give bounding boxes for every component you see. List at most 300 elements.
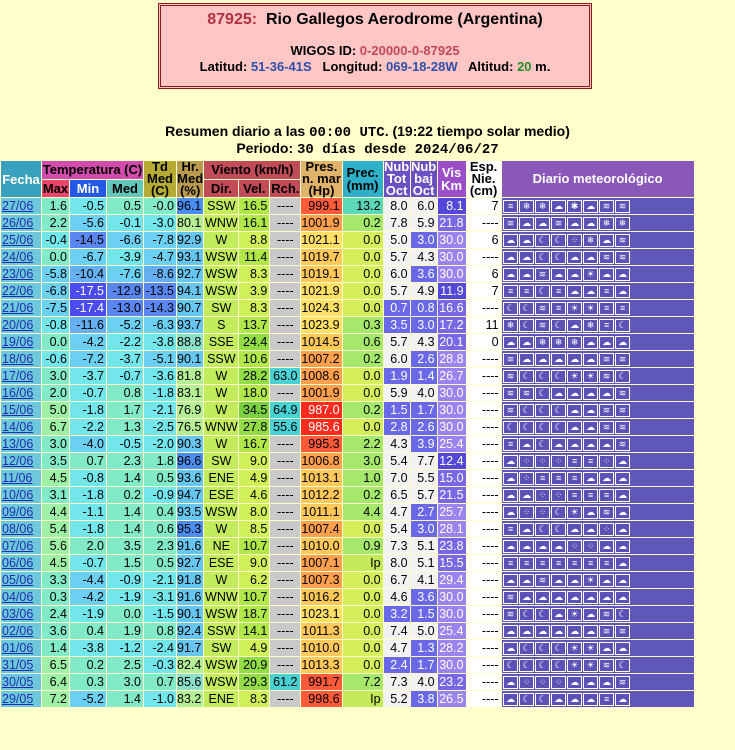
sun-icon[interactable]: ☀ — [567, 608, 582, 621]
snow-icon[interactable]: ❄ — [583, 234, 598, 247]
rain-icon[interactable]: ⁘ — [583, 540, 598, 553]
snow-icon[interactable]: ❄ — [567, 336, 582, 349]
cloud-icon[interactable]: ☁ — [519, 574, 534, 587]
wind-icon[interactable]: ≋ — [599, 659, 614, 672]
fog-icon[interactable]: ≡ — [503, 438, 518, 451]
wind-icon[interactable]: ≋ — [535, 319, 550, 332]
snow-icon[interactable]: ❄ — [615, 217, 630, 230]
date-link[interactable]: 11/06 — [2, 470, 33, 485]
fog-icon[interactable]: ≡ — [503, 285, 518, 298]
wind-icon[interactable]: ≋ — [503, 217, 518, 230]
moon-icon[interactable]: ☾ — [503, 659, 518, 672]
wind-icon[interactable]: ≋ — [503, 370, 518, 383]
rain-icon[interactable]: ⁘ — [567, 234, 582, 247]
table-row — [1, 215, 694, 231]
cloud-icon[interactable]: ☁ — [583, 676, 598, 689]
rain-icon[interactable]: ⁘ — [551, 455, 566, 468]
cloud-icon[interactable]: ☁ — [503, 455, 518, 468]
wind-icon[interactable]: ≋ — [599, 421, 614, 434]
moon-icon[interactable]: ☾ — [551, 659, 566, 672]
cloud-icon[interactable]: ☁ — [583, 591, 598, 604]
fog-icon[interactable]: ≡ — [567, 455, 582, 468]
rain-icon[interactable]: ⁘ — [551, 489, 566, 502]
cloud-icon[interactable]: ☁ — [583, 200, 598, 213]
wind-icon[interactable]: ≋ — [503, 608, 518, 621]
cloud-icon[interactable]: ☁ — [503, 574, 518, 587]
cloud-icon[interactable]: ☁ — [583, 387, 598, 400]
moon-icon[interactable]: ☾ — [551, 251, 566, 264]
date-link[interactable]: 29/05 — [2, 691, 34, 706]
cloud-icon[interactable]: ☁ — [615, 268, 630, 281]
cloud-icon[interactable]: ☁ — [567, 574, 582, 587]
fog-icon[interactable]: ≡ — [503, 200, 518, 213]
wind-icon[interactable]: ≋ — [615, 251, 630, 264]
cloud-icon[interactable]: ☁ — [567, 438, 582, 451]
date-link[interactable]: 02/06 — [2, 623, 34, 638]
fog-icon[interactable]: ≡ — [503, 523, 518, 536]
cloud-icon[interactable]: ☁ — [503, 336, 518, 349]
wind-icon[interactable]: ≋ — [535, 574, 550, 587]
table-row — [1, 453, 694, 469]
wind-icon[interactable]: ≋ — [615, 404, 630, 417]
cloud-icon[interactable]: ☁ — [551, 693, 566, 706]
moon-icon[interactable]: ☾ — [551, 506, 566, 519]
fog-icon[interactable]: ≡ — [599, 285, 614, 298]
moon-icon[interactable]: ☾ — [535, 659, 550, 672]
snow-icon[interactable]: ❄ — [519, 200, 534, 213]
date-cell — [1, 623, 41, 639]
cloud-icon[interactable]: ☁ — [615, 336, 630, 349]
fog-icon[interactable]: ≡ — [599, 693, 614, 706]
table-row — [1, 334, 694, 350]
moon-icon[interactable]: ☾ — [535, 285, 550, 298]
sun-icon[interactable]: ☀ — [567, 659, 582, 672]
fog-icon[interactable]: ≡ — [519, 285, 534, 298]
rain-icon[interactable]: ⁘ — [599, 523, 614, 536]
cloud-icon[interactable]: ☁ — [503, 642, 518, 655]
snow-icon[interactable]: ❄ — [583, 319, 598, 332]
moon-icon[interactable]: ☾ — [535, 693, 550, 706]
cloud-icon[interactable]: ☁ — [583, 438, 598, 451]
wind-icon[interactable]: ≋ — [599, 608, 614, 621]
cloud-icon[interactable]: ☁ — [535, 353, 550, 366]
date-link[interactable]: 08/06 — [2, 521, 34, 536]
rain-icon[interactable]: ⁘ — [567, 540, 582, 553]
sun-icon[interactable]: ☀ — [583, 659, 598, 672]
cloud-icon[interactable]: ☁ — [567, 268, 582, 281]
cloud-icon[interactable]: ☁ — [583, 404, 598, 417]
fog-icon[interactable]: ≡ — [551, 285, 566, 298]
sun-icon[interactable]: ☀ — [583, 268, 598, 281]
cloud-icon[interactable]: ☁ — [535, 540, 550, 553]
table-row — [1, 419, 694, 435]
cloud-icon[interactable]: ☁ — [583, 285, 598, 298]
moon-icon[interactable]: ☾ — [519, 608, 534, 621]
cloud-icon[interactable]: ☁ — [519, 591, 534, 604]
date-link[interactable]: 13/06 — [2, 436, 34, 451]
table-row — [1, 402, 694, 418]
wind-icon[interactable]: ≋ — [503, 591, 518, 604]
rain-icon[interactable]: ⁘ — [519, 506, 534, 519]
moon-icon[interactable]: ☾ — [519, 421, 534, 434]
cloud-icon[interactable]: ☁ — [551, 540, 566, 553]
cloud-icon[interactable]: ☁ — [567, 251, 582, 264]
fog-icon[interactable]: ≡ — [615, 302, 630, 315]
sun-icon[interactable]: ☀ — [567, 506, 582, 519]
table-row — [1, 232, 694, 248]
cloud-icon[interactable]: ☁ — [599, 336, 614, 349]
date-link[interactable]: 30/05 — [2, 674, 34, 689]
cloud-icon[interactable]: ☁ — [519, 234, 534, 247]
moon-icon[interactable]: ☾ — [551, 370, 566, 383]
cloud-icon[interactable]: ☁ — [519, 438, 534, 451]
cloud-icon[interactable]: ☁ — [583, 336, 598, 349]
cloud-icon[interactable]: ☁ — [599, 591, 614, 604]
date-link[interactable]: 26/06 — [2, 215, 34, 230]
moon-icon[interactable]: ☾ — [615, 319, 630, 332]
moon-icon[interactable]: ☾ — [535, 404, 550, 417]
fog-icon[interactable]: ≡ — [583, 489, 598, 502]
moon-icon[interactable]: ☾ — [551, 404, 566, 417]
wind-speed-cell: 10.7 — [239, 589, 269, 605]
date-link[interactable]: 09/06 — [2, 504, 34, 519]
rain-icon[interactable]: ⁘ — [535, 676, 550, 689]
date-link[interactable]: 25/06 — [2, 232, 34, 247]
fog-icon[interactable]: ≡ — [551, 557, 566, 570]
cloud-icon[interactable]: ☁ — [503, 693, 518, 706]
moon-icon[interactable]: ☾ — [551, 319, 566, 332]
moon-icon[interactable]: ☾ — [535, 438, 550, 451]
date-link[interactable]: 01/06 — [2, 640, 34, 655]
cloud-icon[interactable]: ☁ — [519, 523, 534, 536]
rain-icon[interactable]: ⁘ — [519, 455, 534, 468]
cloud-icon[interactable]: ☁ — [615, 557, 630, 570]
wind-icon[interactable]: ≋ — [503, 404, 518, 417]
rain-icon[interactable]: ⁘ — [535, 506, 550, 519]
humidity-cell: 94.7 — [177, 487, 202, 502]
date-link[interactable]: 17/06 — [2, 368, 34, 383]
cloud-icon[interactable]: ☁ — [599, 234, 614, 247]
wind-icon[interactable]: ≋ — [599, 625, 614, 638]
fog-icon[interactable]: ≡ — [599, 489, 614, 502]
cloud-icon[interactable]: ☁ — [615, 574, 630, 587]
cloud-icon[interactable]: ☁ — [583, 472, 598, 485]
date-link[interactable]: 18/06 — [2, 351, 34, 366]
fog-icon[interactable]: ≡ — [567, 489, 582, 502]
moon-icon[interactable]: ☾ — [519, 370, 534, 383]
cloud-icon[interactable]: ☁ — [503, 625, 518, 638]
moon-icon[interactable]: ☾ — [535, 387, 550, 400]
moon-icon[interactable]: ☾ — [551, 421, 566, 434]
cloud-icon[interactable]: ☁ — [583, 608, 598, 621]
cloud-icon[interactable]: ☁ — [615, 523, 630, 536]
cloud-icon[interactable]: ☁ — [599, 540, 614, 553]
cloud-icon[interactable]: ☁ — [551, 438, 566, 451]
cloud-icon[interactable]: ☁ — [615, 489, 630, 502]
wind-icon[interactable]: ≋ — [599, 370, 614, 383]
rain-icon[interactable]: ⁘ — [599, 455, 614, 468]
cloud-icon[interactable]: ☁ — [535, 217, 550, 230]
cloud-icon[interactable]: ☁ — [583, 625, 598, 638]
snow-icon[interactable]: ❄ — [535, 200, 550, 213]
cloud-icon[interactable]: ☁ — [599, 472, 614, 485]
moon-icon[interactable]: ☾ — [519, 693, 534, 706]
wind-icon[interactable]: ≋ — [599, 506, 614, 519]
moon-icon[interactable]: ☾ — [535, 370, 550, 383]
cloud-icon[interactable]: ☁ — [583, 217, 598, 230]
cloud-icon[interactable]: ☁ — [615, 455, 630, 468]
cloud-icon[interactable]: ☁ — [599, 438, 614, 451]
date-link[interactable]: 20/06 — [2, 317, 34, 332]
cloud-icon[interactable]: ☁ — [519, 268, 534, 281]
cloud-icon[interactable]: ☁ — [599, 268, 614, 281]
wind-icon[interactable]: ≋ — [615, 676, 630, 689]
date-link[interactable]: 03/06 — [2, 606, 34, 621]
cloud-icon[interactable]: ☁ — [615, 693, 630, 706]
wind-gust-cell: ---- — [270, 453, 300, 469]
date-link[interactable]: 21/06 — [2, 300, 34, 315]
wind-icon[interactable]: ≋ — [615, 200, 630, 213]
cloud-icon[interactable]: ☁ — [615, 540, 630, 553]
cloud-icon[interactable]: ☁ — [519, 251, 534, 264]
moon-icon[interactable]: ☾ — [503, 302, 518, 315]
moon-icon[interactable]: ☾ — [551, 642, 566, 655]
sun-icon[interactable]: ☀ — [583, 642, 598, 655]
fog-icon[interactable]: ≡ — [583, 455, 598, 468]
wind-icon[interactable]: ≋ — [535, 302, 550, 315]
fog-icon[interactable]: ≡ — [503, 557, 518, 570]
wind-icon[interactable]: ≋ — [615, 387, 630, 400]
moon-icon[interactable]: ☾ — [615, 370, 630, 383]
rain-icon[interactable]: ⁘ — [535, 489, 550, 502]
cloud-icon[interactable]: ☁ — [567, 693, 582, 706]
date-link[interactable]: 19/06 — [2, 334, 34, 349]
rain-icon[interactable]: ⁘ — [551, 676, 566, 689]
cloud-icon[interactable]: ☁ — [519, 336, 534, 349]
cloud-icon[interactable]: ☁ — [551, 591, 566, 604]
wind-icon[interactable]: ≋ — [519, 387, 534, 400]
cloud-icon[interactable]: ☁ — [567, 217, 582, 230]
cloud-icon[interactable]: ☁ — [567, 676, 582, 689]
sun-icon[interactable]: ☀ — [583, 574, 598, 587]
cloud-icon[interactable]: ☁ — [567, 387, 582, 400]
wind-icon[interactable]: ≋ — [615, 421, 630, 434]
fog-icon[interactable]: ≡ — [535, 557, 550, 570]
cloud-icon[interactable]: ☁ — [503, 540, 518, 553]
cloud-icon[interactable]: ☁ — [551, 268, 566, 281]
rain-icon[interactable]: ⁘ — [535, 455, 550, 468]
cloud-icon[interactable]: ☁ — [615, 591, 630, 604]
cloud-icon[interactable]: ☁ — [599, 574, 614, 587]
cloud-icon[interactable]: ☁ — [567, 591, 582, 604]
cloud-icon[interactable]: ☁ — [599, 676, 614, 689]
alt-value: 20 — [517, 59, 532, 74]
date-link[interactable]: 27/06 — [2, 198, 34, 213]
cloud-total-cell: 5.7 — [384, 334, 410, 350]
fog-icon[interactable]: ≡ — [551, 472, 566, 485]
wind-gust-cell: ---- — [270, 504, 300, 520]
weather-diary-cell — [502, 589, 694, 605]
min-temp-cell: 2.0 — [70, 538, 106, 554]
cloud-icon[interactable]: ☁ — [567, 319, 582, 332]
moon-icon[interactable]: ☾ — [519, 404, 534, 417]
cloud-low-cell: 1.3 — [411, 640, 437, 656]
date-link[interactable]: 24/06 — [2, 249, 34, 264]
cloud-icon[interactable]: ☁ — [583, 523, 598, 536]
moon-icon[interactable]: ☾ — [535, 642, 550, 655]
date-link[interactable]: 23/06 — [2, 266, 34, 281]
cloud-icon[interactable]: ☁ — [503, 489, 518, 502]
cloud-icon[interactable]: ☁ — [551, 608, 566, 621]
moon-icon[interactable]: ☾ — [535, 251, 550, 264]
fog-icon[interactable]: ≡ — [599, 302, 614, 315]
moon-icon[interactable]: ☾ — [519, 659, 534, 672]
snow-icon[interactable]: ❄ — [535, 336, 550, 349]
rain-icon[interactable]: ⁘ — [519, 676, 534, 689]
moon-icon[interactable]: ☾ — [551, 523, 566, 536]
wind-icon[interactable]: ≋ — [615, 625, 630, 638]
moon-icon[interactable]: ☾ — [551, 234, 566, 247]
cloud-icon[interactable]: ☁ — [615, 506, 630, 519]
date-link[interactable]: 12/06 — [2, 453, 34, 468]
wind-icon[interactable]: ≋ — [503, 387, 518, 400]
wind-icon[interactable]: ≋ — [615, 234, 630, 247]
cloud-icon[interactable]: ☁ — [567, 285, 582, 298]
cloud-icon[interactable]: ☁ — [503, 234, 518, 247]
date-link[interactable]: 22/06 — [2, 283, 34, 298]
cloud-icon[interactable]: ☁ — [583, 251, 598, 264]
cloud-icon[interactable]: ☁ — [535, 591, 550, 604]
weather-diary-cell — [502, 504, 694, 520]
pressure-cell: 1007.1 — [301, 555, 340, 570]
fog-icon[interactable]: ≡ — [567, 557, 582, 570]
wind-icon[interactable]: ≋ — [599, 200, 614, 213]
cloud-icon[interactable]: ☁ — [551, 200, 566, 213]
cloud-icon[interactable]: ☁ — [567, 523, 582, 536]
wind-icon[interactable]: ≋ — [599, 404, 614, 417]
cloud-icon[interactable]: ☁ — [503, 472, 518, 485]
cloud-icon[interactable]: ☁ — [519, 625, 534, 638]
fog-icon[interactable]: ≡ — [599, 557, 614, 570]
cloud-icon[interactable]: ☁ — [583, 693, 598, 706]
sun-icon[interactable]: ☀ — [567, 370, 582, 383]
wind-icon[interactable]: ≋ — [615, 353, 630, 366]
visibility-cell: 25.4 — [439, 623, 464, 638]
date-link[interactable]: 07/06 — [2, 538, 34, 553]
visibility-cell: 30.0 — [439, 589, 464, 604]
cloud-icon[interactable]: ☁ — [551, 574, 566, 587]
cloud-icon[interactable]: ☁ — [503, 676, 518, 689]
date-link[interactable]: 31/05 — [2, 657, 34, 672]
cloud-icon[interactable]: ☁ — [551, 625, 566, 638]
cloud-icon[interactable]: ☁ — [583, 506, 598, 519]
moon-icon[interactable]: ☾ — [519, 302, 534, 315]
cloud-icon[interactable]: ☁ — [583, 353, 598, 366]
moon-icon[interactable]: ☾ — [503, 421, 518, 434]
max-temp-cell: 4.5 — [42, 470, 69, 486]
wind-icon[interactable]: ≋ — [615, 438, 630, 451]
moon-icon[interactable]: ☾ — [519, 319, 534, 332]
fog-icon[interactable]: ≡ — [567, 472, 582, 485]
wind-gust-cell: ---- — [270, 572, 300, 588]
cloud-icon[interactable]: ☁ — [535, 625, 550, 638]
date-link[interactable]: 10/06 — [2, 487, 34, 502]
cloud-icon[interactable]: ☁ — [519, 489, 534, 502]
cloud-icon[interactable]: ☁ — [503, 251, 518, 264]
fog-icon[interactable]: ≡ — [599, 319, 614, 332]
cloud-icon[interactable]: ☁ — [615, 285, 630, 298]
date-link[interactable]: 16/06 — [2, 385, 34, 400]
snow-icon[interactable]: ❄ — [599, 217, 614, 230]
date-link[interactable]: 06/06 — [2, 555, 34, 570]
wind-icon[interactable]: ≋ — [551, 217, 566, 230]
fog-icon[interactable]: ≡ — [583, 557, 598, 570]
cloud-icon[interactable]: ☁ — [599, 387, 614, 400]
moon-icon[interactable]: ☾ — [615, 659, 630, 672]
sleet-icon[interactable]: ✱ — [567, 200, 582, 213]
min-temp-cell: -1.8 — [70, 402, 106, 418]
wind-gust-cell: ---- — [270, 691, 300, 707]
cloud-icon[interactable]: ☁ — [519, 353, 534, 366]
moon-icon[interactable]: ☾ — [519, 642, 534, 655]
rain-icon[interactable]: ⁘ — [519, 472, 534, 485]
date-link[interactable]: 04/06 — [2, 589, 34, 604]
cloud-icon[interactable]: ☁ — [503, 506, 518, 519]
humidity-cell: 93.5 — [177, 504, 202, 519]
sun-icon[interactable]: ☀ — [567, 302, 582, 315]
wind-icon[interactable]: ≋ — [503, 353, 518, 366]
cloud-icon[interactable]: ☁ — [567, 353, 582, 366]
date-link[interactable]: 05/06 — [2, 572, 34, 587]
max-temp-cell: 1.4 — [42, 640, 69, 656]
moon-icon[interactable]: ☾ — [535, 608, 550, 621]
wind-icon[interactable]: ≋ — [599, 353, 614, 366]
cloud-icon[interactable]: ☁ — [519, 540, 534, 553]
sun-icon[interactable]: ☀ — [567, 642, 582, 655]
fog-icon[interactable]: ≡ — [535, 472, 550, 485]
date-link[interactable]: 15/06 — [2, 402, 34, 417]
pressure-cell: 1023.1 — [301, 606, 340, 621]
moon-icon[interactable]: ☾ — [535, 523, 550, 536]
date-link[interactable]: 14/06 — [2, 419, 34, 434]
fog-icon[interactable]: ≡ — [551, 302, 566, 315]
cloud-icon[interactable]: ☁ — [583, 421, 598, 434]
cloud-icon[interactable]: ☁ — [615, 642, 630, 655]
cloud-icon[interactable]: ☁ — [599, 642, 614, 655]
cloud-icon[interactable]: ☁ — [551, 387, 566, 400]
snow-icon[interactable]: ❄ — [503, 319, 518, 332]
sun-icon[interactable]: ☀ — [583, 370, 598, 383]
sun-icon[interactable]: ☀ — [583, 302, 598, 315]
snow-icon[interactable]: ❄ — [551, 336, 566, 349]
moon-icon[interactable]: ☾ — [615, 608, 630, 621]
wind-speed-cell: 27.8 — [239, 419, 269, 435]
wigos-id: 0-20000-0-87925 — [359, 43, 460, 58]
moon-icon[interactable]: ☾ — [535, 421, 550, 434]
cloud-icon[interactable]: ☁ — [615, 472, 630, 485]
cloud-icon[interactable]: ☁ — [519, 217, 534, 230]
cloud-icon[interactable]: ☁ — [503, 268, 518, 281]
cloud-icon[interactable]: ☁ — [567, 625, 582, 638]
cloud-icon[interactable]: ☁ — [551, 353, 566, 366]
cloud-icon[interactable]: ☁ — [567, 421, 582, 434]
moon-icon[interactable]: ☾ — [535, 234, 550, 247]
fog-icon[interactable]: ≡ — [519, 557, 534, 570]
wind-icon[interactable]: ≋ — [535, 268, 550, 281]
cloud-icon[interactable]: ☁ — [567, 404, 582, 417]
wind-speed-cell: 16.5 — [239, 198, 269, 214]
wind-icon[interactable]: ≋ — [599, 251, 614, 264]
